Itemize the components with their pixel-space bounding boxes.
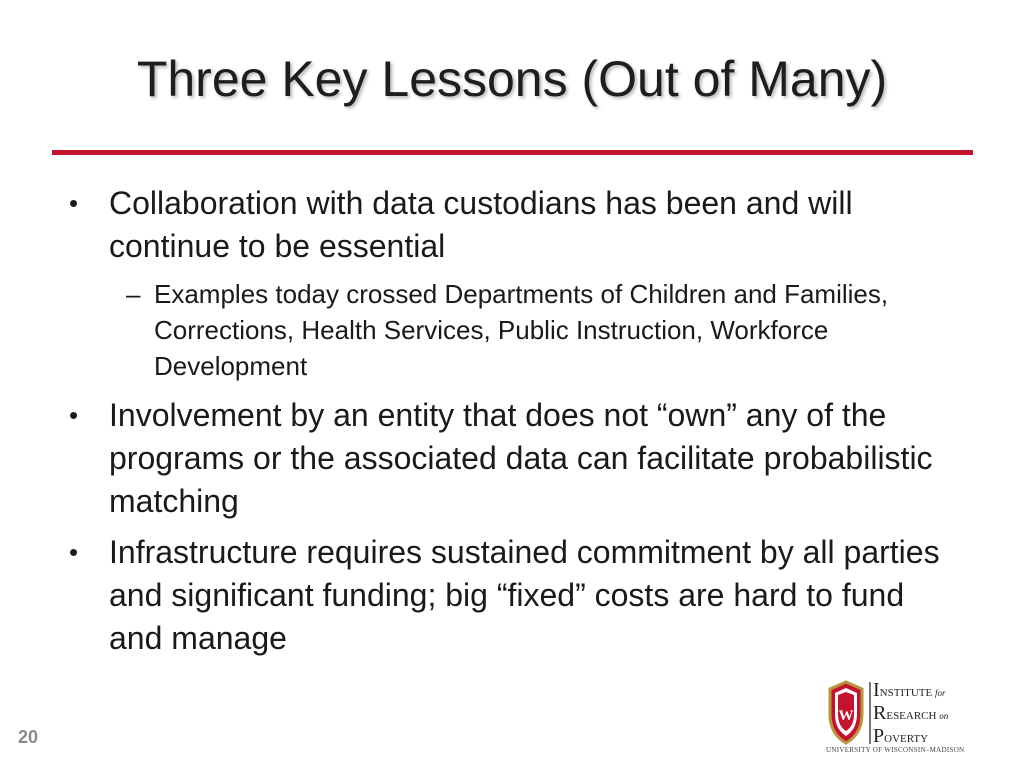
- bullet-item: [66, 394, 966, 523]
- logo-wordmark: INSTITUTE for RESEARCH on POVERTY: [873, 679, 949, 747]
- logo-subtitle: UNIVERSITY OF WISCONSIN–MADISON: [826, 746, 965, 754]
- bullet-marker: •: [69, 188, 79, 218]
- bullet-item: [66, 182, 966, 268]
- slide-title: Three Key Lessons (Out of Many): [136, 51, 888, 107]
- uw-crest-icon: [826, 680, 866, 746]
- logo-divider: [869, 682, 871, 744]
- bullet-list: [66, 182, 966, 668]
- bullet-marker: •: [69, 400, 79, 430]
- sub-bullet-text: Examples today crossed Departments of Children and Families, Corrections, Health Services, Public Instruction, Workforce Development: [154, 279, 889, 381]
- dash-marker: –: [126, 279, 141, 309]
- page-number: 20: [18, 727, 39, 747]
- irp-logo: [826, 680, 996, 760]
- sub-bullet-item: [66, 276, 966, 384]
- bullet-item: [66, 531, 966, 660]
- crest-letter: W: [838, 708, 854, 724]
- bullet-text: Infrastructure requires sustained commitment by all parties and significant funding; big “fixed” costs are hard to fund and manage: [109, 534, 940, 656]
- title-divider: [52, 150, 973, 155]
- bullet-marker: •: [69, 537, 79, 567]
- bullet-text: Collaboration with data custodians has been and will continue to be essential: [109, 185, 853, 264]
- bullet-text: Involvement by an entity that does not “own” any of the programs or the associated data can facilitate probabilistic matching: [109, 397, 933, 519]
